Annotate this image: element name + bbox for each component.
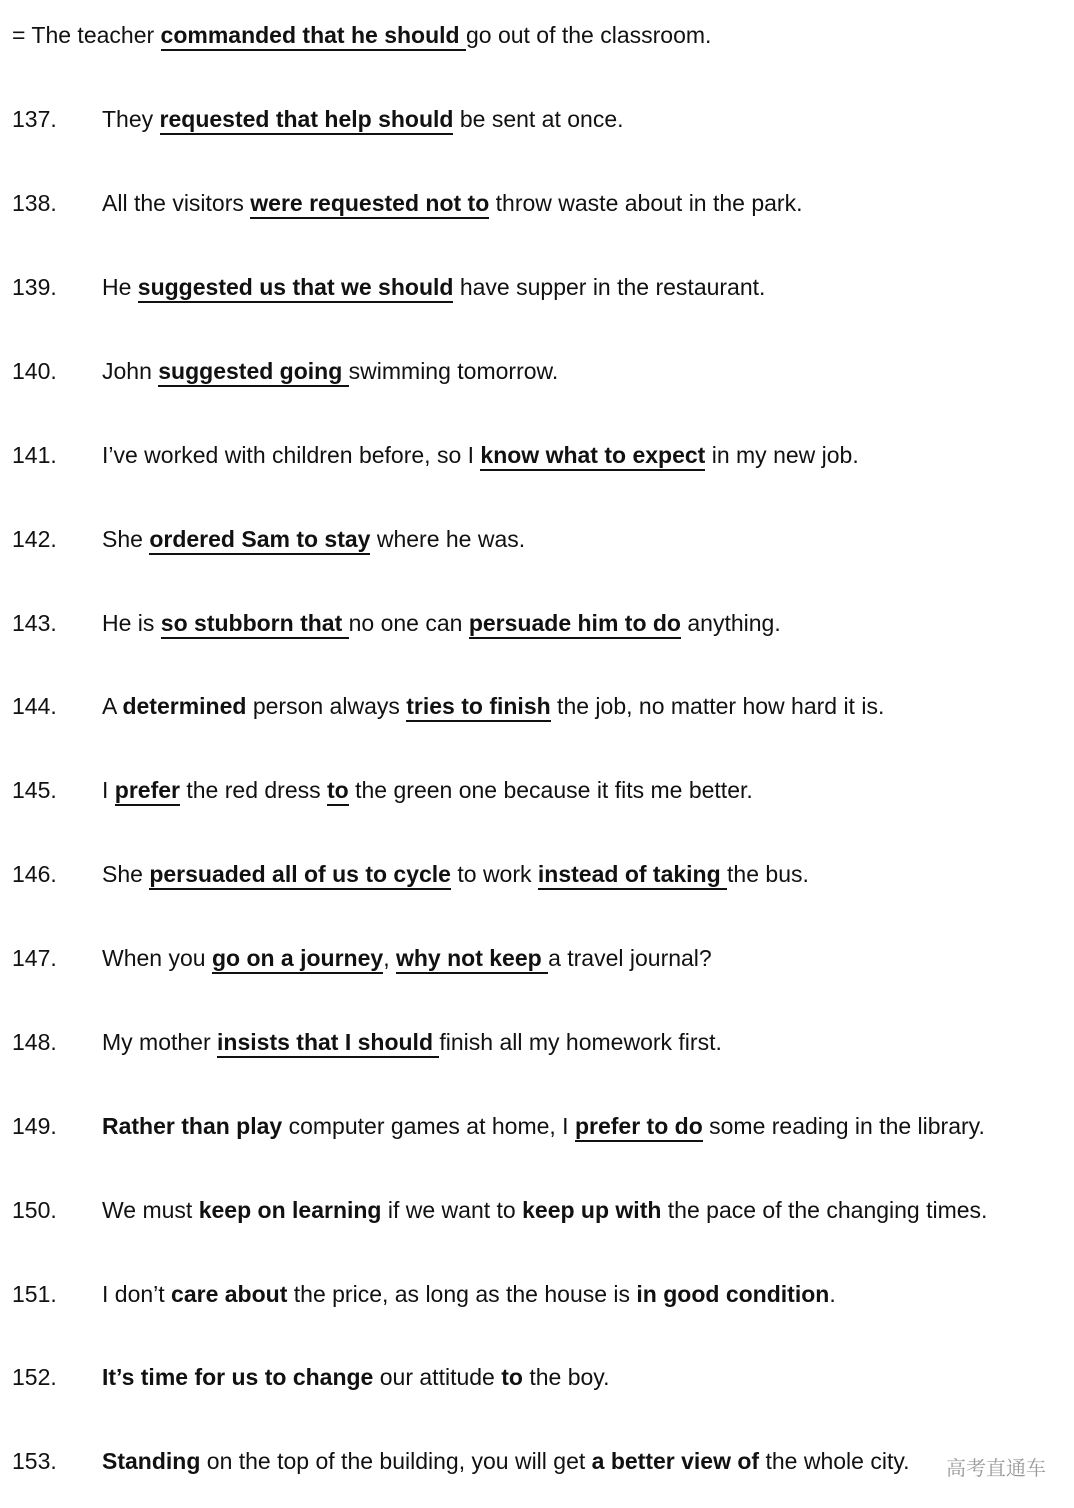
sentence-row	[12, 1276, 1066, 1312]
bold-phrase: in good condition	[636, 1281, 830, 1307]
sentence-text	[102, 1108, 985, 1144]
bold-phrase: Standing	[102, 1448, 201, 1474]
text: When you	[102, 945, 212, 971]
bold-phrase: determined	[122, 693, 247, 719]
underlined-phrase: suggested going	[158, 358, 348, 387]
item-number: 150.	[12, 1197, 57, 1223]
text: finish all my homework first.	[439, 1029, 722, 1055]
watermark: 高考直通车	[946, 1456, 1046, 1480]
sentence-row	[12, 1192, 1066, 1228]
text: She	[102, 526, 150, 552]
item-number: 140.	[12, 358, 57, 384]
bold-phrase: care about	[171, 1281, 288, 1307]
sentence-row	[12, 185, 1066, 221]
sentence-row	[12, 856, 1066, 892]
sentence-text	[102, 1276, 836, 1312]
text: He	[102, 274, 138, 300]
text: go out of the classroom.	[465, 22, 712, 48]
sentence-row	[12, 1024, 1066, 1060]
bold-phrase: It’s time for us to change	[102, 1364, 374, 1390]
text: .	[829, 1281, 836, 1307]
bold-phrase: to	[501, 1364, 523, 1390]
underlined-phrase: go on a journey	[212, 945, 383, 974]
sentence-row	[12, 437, 1066, 473]
text: be sent at once.	[453, 106, 624, 132]
sentence-row	[12, 269, 1066, 305]
sentence-text	[102, 353, 558, 389]
underlined-phrase: were requested not to	[250, 190, 489, 219]
text: ,	[383, 945, 396, 971]
text: person always	[246, 693, 407, 719]
text: My mother	[102, 1029, 218, 1055]
item-number: 145.	[12, 777, 57, 803]
text: They	[102, 106, 160, 132]
text: in my new job.	[705, 442, 859, 468]
text: = The teacher	[12, 22, 161, 48]
bold-phrase: a better view of	[591, 1448, 760, 1474]
sentence-text	[102, 605, 781, 641]
sentence-row	[12, 688, 1066, 724]
underlined-phrase: tries to finish	[406, 693, 550, 722]
text: the whole city.	[759, 1448, 910, 1474]
item-number: 147.	[12, 945, 57, 971]
sentence-text	[102, 101, 624, 137]
sentence-text	[102, 772, 753, 808]
underlined-phrase: know what to expect	[480, 442, 705, 471]
sentence-row	[12, 353, 1066, 389]
text: computer games at home, I	[282, 1113, 575, 1139]
text: We must	[102, 1197, 199, 1223]
underlined-phrase: commanded that he should	[161, 22, 466, 51]
sentence-text	[102, 269, 765, 305]
sentence-text	[102, 1443, 910, 1479]
item-number: 142.	[12, 526, 57, 552]
sentence-text	[102, 856, 809, 892]
sentence-text	[102, 1024, 722, 1060]
item-number: 151.	[12, 1281, 57, 1307]
sentence-row	[12, 605, 1066, 641]
sentence-text	[102, 1359, 609, 1395]
sentence-text	[102, 940, 712, 976]
text: to work	[450, 861, 538, 887]
bold-phrase: keep up with	[522, 1197, 662, 1223]
item-number: 152.	[12, 1364, 57, 1390]
sentence-row	[12, 772, 1066, 808]
text: a travel journal?	[548, 945, 712, 971]
underlined-phrase: prefer to do	[575, 1113, 703, 1142]
text: on the top of the building, you will get	[200, 1448, 592, 1474]
text: the red dress	[179, 777, 328, 803]
text: the pace of the changing times.	[661, 1197, 988, 1223]
item-number: 141.	[12, 442, 57, 468]
text: no one can	[348, 610, 469, 636]
text: All the visitors	[102, 190, 251, 216]
underlined-phrase: requested that help should	[160, 106, 454, 135]
sentence-row	[12, 940, 1066, 976]
sentence-row	[12, 521, 1066, 557]
sentence-row	[12, 1359, 1066, 1395]
text: He is	[102, 610, 161, 636]
text: some reading in the library.	[702, 1113, 985, 1139]
text: the boy.	[522, 1364, 610, 1390]
bold-phrase: keep on learning	[198, 1197, 382, 1223]
item-number: 144.	[12, 693, 57, 719]
text: throw waste about in the park.	[489, 190, 803, 216]
item-number: 149.	[12, 1113, 57, 1139]
text: A	[102, 693, 123, 719]
text: if we want to	[381, 1197, 523, 1223]
underlined-phrase: to	[327, 777, 349, 806]
item-number: 143.	[12, 610, 57, 636]
underlined-phrase: persuade him to do	[469, 610, 681, 639]
underlined-phrase: prefer	[115, 777, 180, 806]
item-number: 139.	[12, 274, 57, 300]
underlined-phrase: why not keep	[396, 945, 548, 974]
sentence-row	[12, 1108, 1066, 1144]
item-number: 148.	[12, 1029, 57, 1055]
sentence-text	[102, 437, 859, 473]
item-number: 137.	[12, 106, 57, 132]
text: anything.	[680, 610, 781, 636]
sentence-text	[102, 521, 525, 557]
bold-phrase: Rather than play	[102, 1113, 283, 1139]
underlined-phrase: suggested us that we should	[138, 274, 454, 303]
item-number: 138.	[12, 190, 57, 216]
underlined-phrase: so stubborn that	[161, 610, 349, 639]
intro-sentence	[12, 17, 1066, 53]
underlined-phrase: instead of taking	[538, 861, 727, 890]
sentence-row	[12, 1443, 1066, 1479]
text: have supper in the restaurant.	[453, 274, 766, 300]
text: where he was.	[370, 526, 526, 552]
text: John	[102, 358, 159, 384]
sentence-row	[12, 101, 1066, 137]
text: I’ve worked with children before, so I	[102, 442, 481, 468]
text: swimming tomorrow.	[348, 358, 559, 384]
text: the bus.	[727, 861, 809, 887]
text: the price, as long as the house is	[287, 1281, 637, 1307]
underlined-phrase: persuaded all of us to cycle	[149, 861, 451, 890]
text: I don’t	[102, 1281, 172, 1307]
item-number: 153.	[12, 1448, 57, 1474]
text: She	[102, 861, 150, 887]
sentence-text	[102, 688, 884, 724]
item-number: 146.	[12, 861, 57, 887]
underlined-phrase: insists that I should	[217, 1029, 439, 1058]
text: I	[102, 777, 115, 803]
text: the green one because it fits me better.	[348, 777, 753, 803]
sentence-text	[102, 1192, 987, 1228]
text: the job, no matter how hard it is.	[550, 693, 885, 719]
underlined-phrase: ordered Sam to stay	[149, 526, 370, 555]
sentence-text	[102, 185, 802, 221]
text: our attitude	[373, 1364, 502, 1390]
